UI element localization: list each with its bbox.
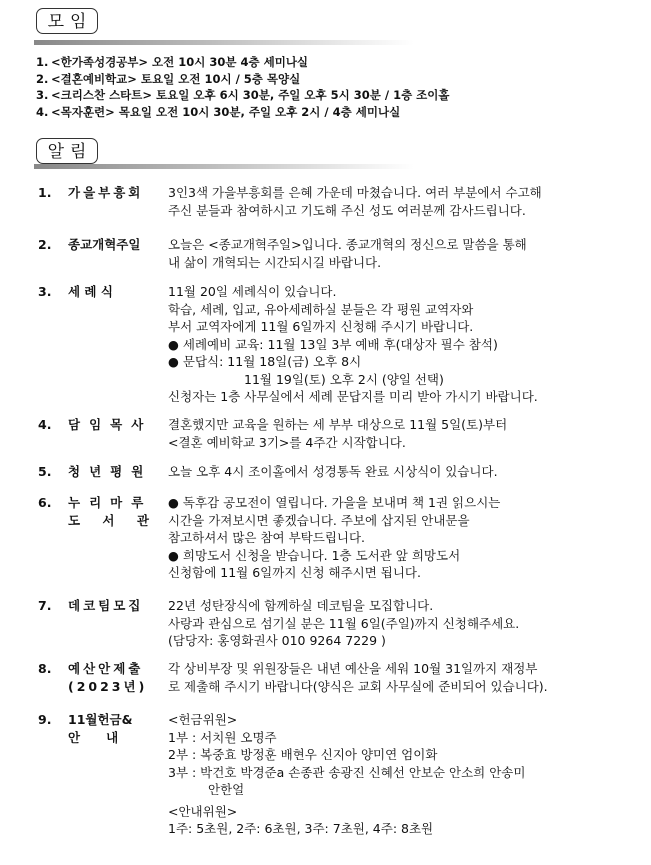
notice-section-title: 알림 (36, 138, 98, 164)
gathering-list (36, 54, 450, 120)
list-item: 2. <결혼예비학교> 토요일 오전 10시 / 5층 목양실 (36, 71, 301, 86)
gathering-section-title: 모임 (36, 8, 98, 34)
section-divider (34, 164, 414, 169)
list-item: 4. <목자훈련> 목요일 오전 10시 30분, 주일 오후 2시 / 4층 세미나실 (36, 104, 401, 119)
list-item: 3. <크리스찬 스타트> 토요일 오후 6시 30분, 주일 오후 5시 30분 / 1층 조이홀 (36, 88, 450, 102)
list-item: 1. <한가족성경공부> 오전 10시 30분 4층 세미나실 (36, 55, 309, 69)
section-divider (34, 40, 414, 45)
